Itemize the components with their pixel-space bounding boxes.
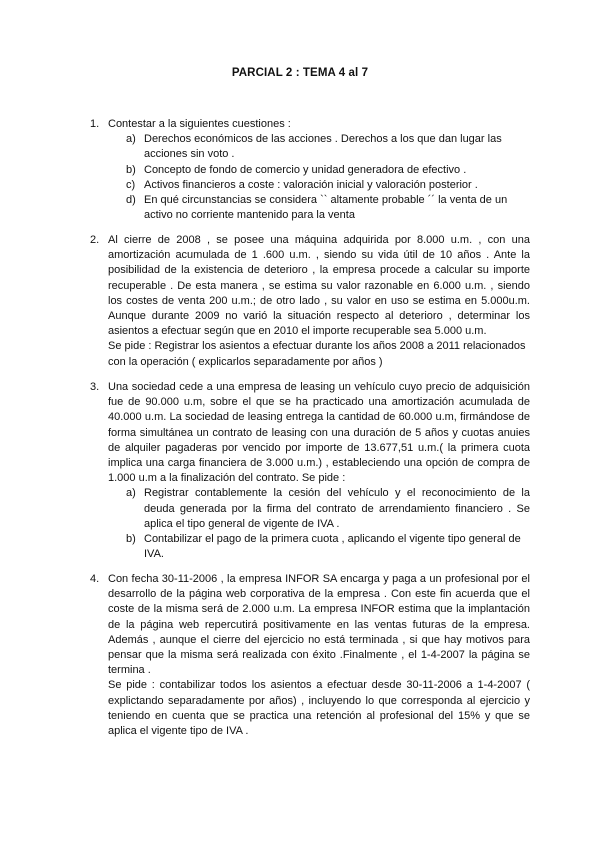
sub-question-a: a) Derechos económicos de las acciones . Derechos a los que dan lugar las acciones sin voto . <box>126 133 502 161</box>
sub-question-c: c) Activos financieros a coste : valoración inicial y valoración posterior . <box>126 178 478 191</box>
question-number: 3. <box>90 381 100 393</box>
question-2 <box>90 233 530 370</box>
question-text: Una sociedad cede a una empresa de leasing un vehículo cuyo precio de adquisición fue de 90.000 u.m, sobre el que se ha practicado una amortización acumulada de 40.000 u.m. La sociedad de leasing entrega la cantidad de 60.000 u.m, firmándose de forma simultánea un contrato de leasing con una duración de 5 años y cuotas anuies de alquiler pagaderas por vencido por importe de 13.677,51 u.m.( la primera cuota implica una carga financiera de 3.000 u.m.) , estableciendo una opción de compra de 1.000 u.m a la finalización del contrato. Se pide : <box>108 381 530 485</box>
question-text: Al cierre de 2008 , se posee una máquina adquirida por 8.000 u.m. , con una amortización acumulada de 1 .600 u.m. , siendo su vida útil de 10 años . Ante la posibilidad de la existencia de deterioro , la empresa procede a calcular su importe recuperable . De esta manera , se estima su valor razonable en 6.000 u.m. , siendo los costes de venta 200 u.m.; de otro lado , su valor en uso se estima en 5.000u.m. Aunque durante 2009 no varió la situación respecto al deterioro , determinar los asientos a efectuar según que en 2010 el importe recuperable sea 5.000 u.m. <box>108 234 530 338</box>
question-text: Con fecha 30-11-2006 , la empresa INFOR SA encarga y paga a un profesional por el desarrollo de la página web corporativa de la empresa . Con este fin acuerda que el coste de la misma será de 2.000 u.m. La empresa INFOR estima que la implantación de la página web repercutirá positivamente en las ventas futuras de la empresa. Además , aunque el cierre del ejercicio no está terminada , si que hay motivos para pensar que la misma será realizada con éxito .Finalmente , el 1-4-2007 la página se termina . <box>108 573 530 677</box>
question-number: 4. <box>90 573 100 585</box>
page-title: PARCIAL 2 : TEMA 4 al 7 <box>231 67 369 79</box>
question-request: Se pide : Registrar los asientos a efectuar durante los años 2008 a 2011 relacionados con la operación ( explicarlos separadamente por años ) <box>108 340 526 368</box>
question-number: 2. <box>90 234 100 246</box>
sub-question-list <box>108 132 530 223</box>
question-3 <box>90 380 530 562</box>
question-4 <box>90 572 530 739</box>
question-text: Contestar a la siguientes cuestiones : <box>108 118 291 130</box>
sub-question-b: b) Concepto de fondo de comercio y unidad generadora de efectivo . <box>126 163 467 176</box>
sub-question-b: b) Contabilizar el pago de la primera cuota , aplicando el vigente tipo general de IVA. <box>126 533 521 561</box>
sub-question-list <box>108 486 530 562</box>
question-1 <box>90 117 530 223</box>
sub-question-a: a) Registrar contablemente la cesión del vehículo y el reconocimiento de la deuda generada por la firma del contrato de arrendamiento financiero . Se aplica el tipo general de vigente de IVA . <box>126 487 530 530</box>
question-request: Se pide : contabilizar todos los asientos a efectuar desde 30-11-2006 a 1-4-2007 ( explictando separadamente por años) , incluyendo lo que corresponda al ejercicio y teniendo en cuenta que se practica una retención al profesional del 15% y que se aplica el vigente tipo de IVA . <box>108 679 530 738</box>
question-number: 1. <box>90 118 100 130</box>
sub-question-d: d) En qué circunstancias se considera `` altamente probable ´´ la venta de un activo no corriente mantenido para la venta <box>126 194 508 222</box>
